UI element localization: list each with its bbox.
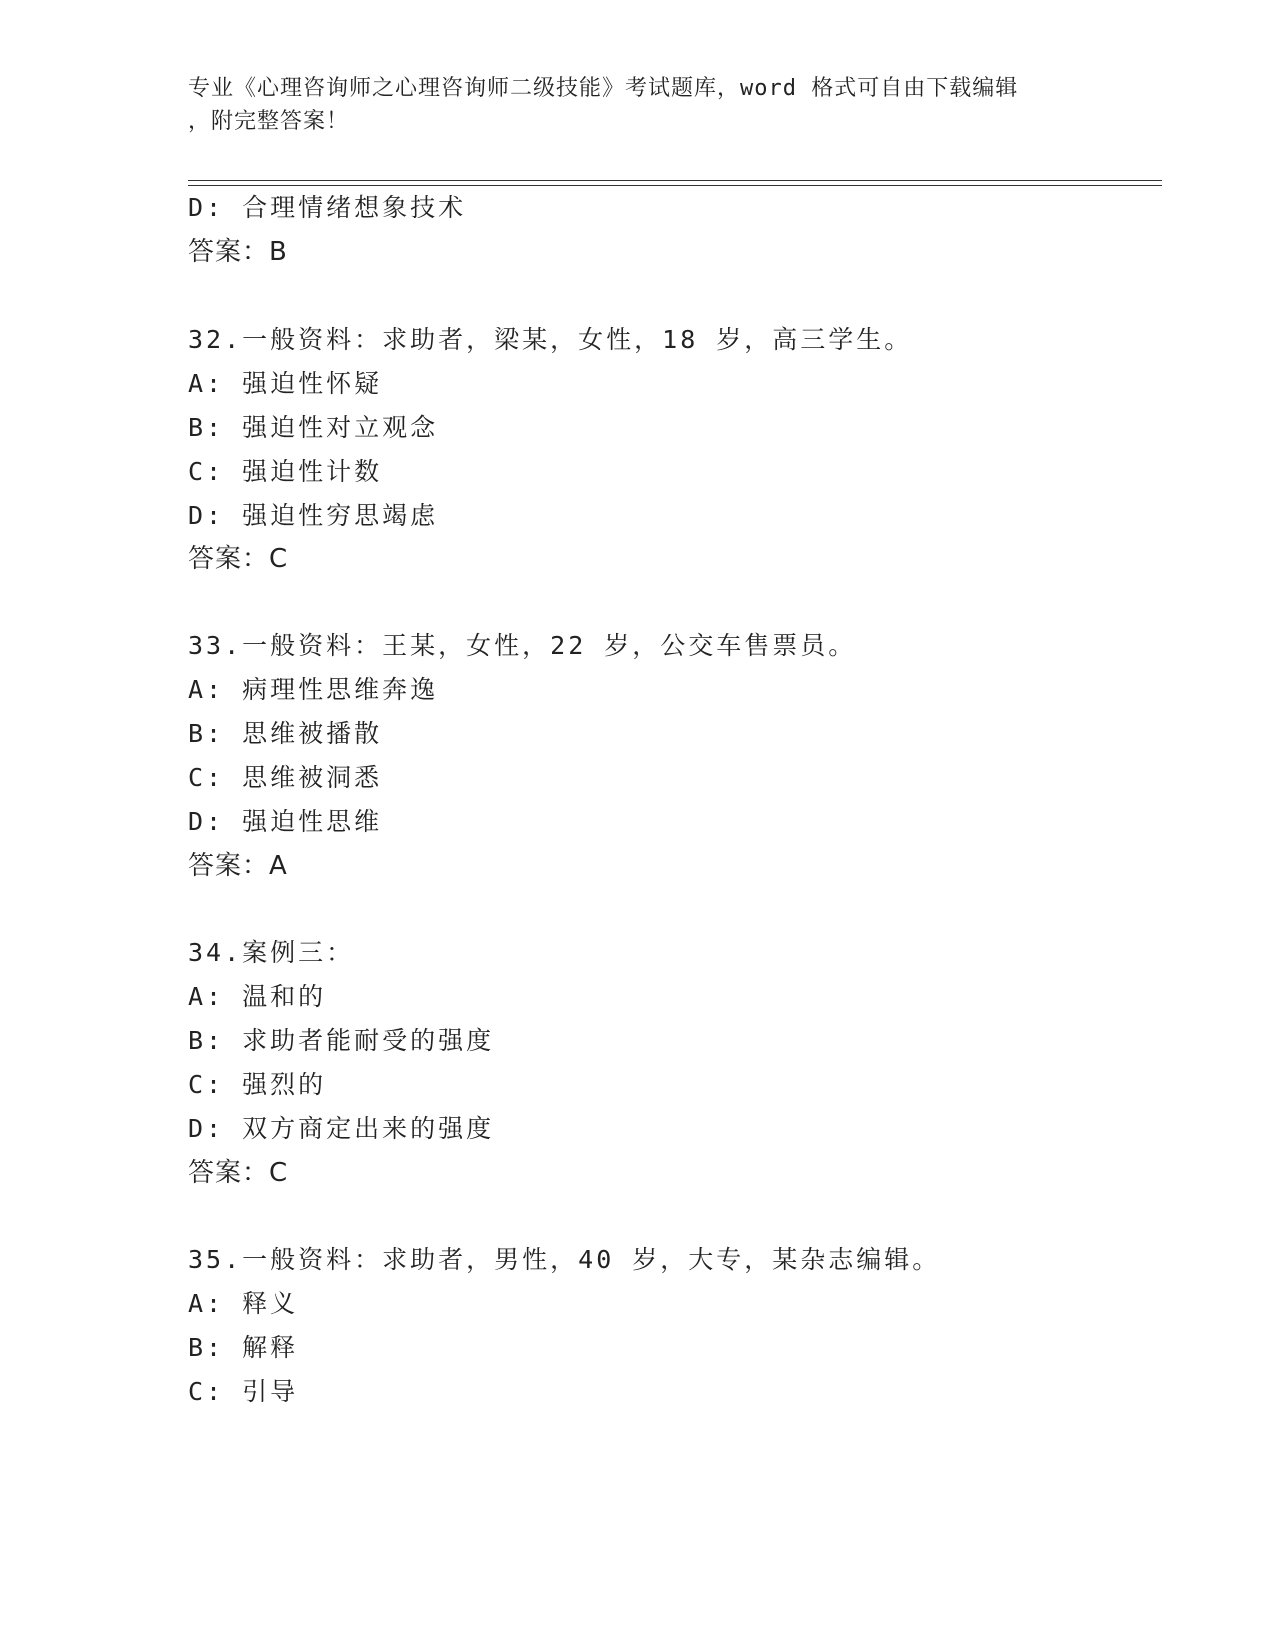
question-stem-34: 34.案例三： [188,938,355,967]
option-a: A: 病理性思维奔逸 [188,675,439,704]
option-c: C: 强迫性计数 [188,457,383,486]
answer-34: 答案：C [188,1158,289,1188]
question-stem-35: 35.一般资料：求助者，男性，40 岁，大专，某杂志编辑。 [188,1245,941,1274]
header-divider-top [188,180,1162,181]
option-a: A: 温和的 [188,982,327,1011]
option-d: D: 强迫性思维 [188,807,383,836]
header-divider-bottom [188,185,1162,186]
document-header [188,72,1068,138]
answer-32: 答案：C [188,544,289,574]
header-title-continuation: ，附完整答案！ [188,109,350,134]
option-a: A: 释义 [188,1289,299,1318]
option-c: C: 强烈的 [188,1070,327,1099]
option-b: B: 强迫性对立观念 [188,413,439,442]
option-b: B: 思维被播散 [188,719,383,748]
option-b: B: 求助者能耐受的强度 [188,1026,495,1055]
prev-option-d: D: 合理情绪想象技术 [188,193,467,222]
prev-answer: 答案：B [188,237,288,267]
answer-33: 答案：A [188,851,288,881]
option-d: D: 强迫性穷思竭虑 [188,501,439,530]
option-a: A: 强迫性怀疑 [188,369,383,398]
header-title-line: 专业《心理咨询师之心理咨询师二级技能》考试题库，word 格式可自由下载编辑 [188,76,1019,101]
option-c: C: 引导 [188,1377,299,1406]
question-stem-32: 32.一般资料：求助者，梁某，女性，18 岁，高三学生。 [188,325,913,354]
option-c: C: 思维被洞悉 [188,763,383,792]
option-b: B: 解释 [188,1333,299,1362]
question-stem-33: 33.一般资料：王某，女性，22 岁，公交车售票员。 [188,631,857,660]
option-d: D: 双方商定出来的强度 [188,1114,495,1143]
